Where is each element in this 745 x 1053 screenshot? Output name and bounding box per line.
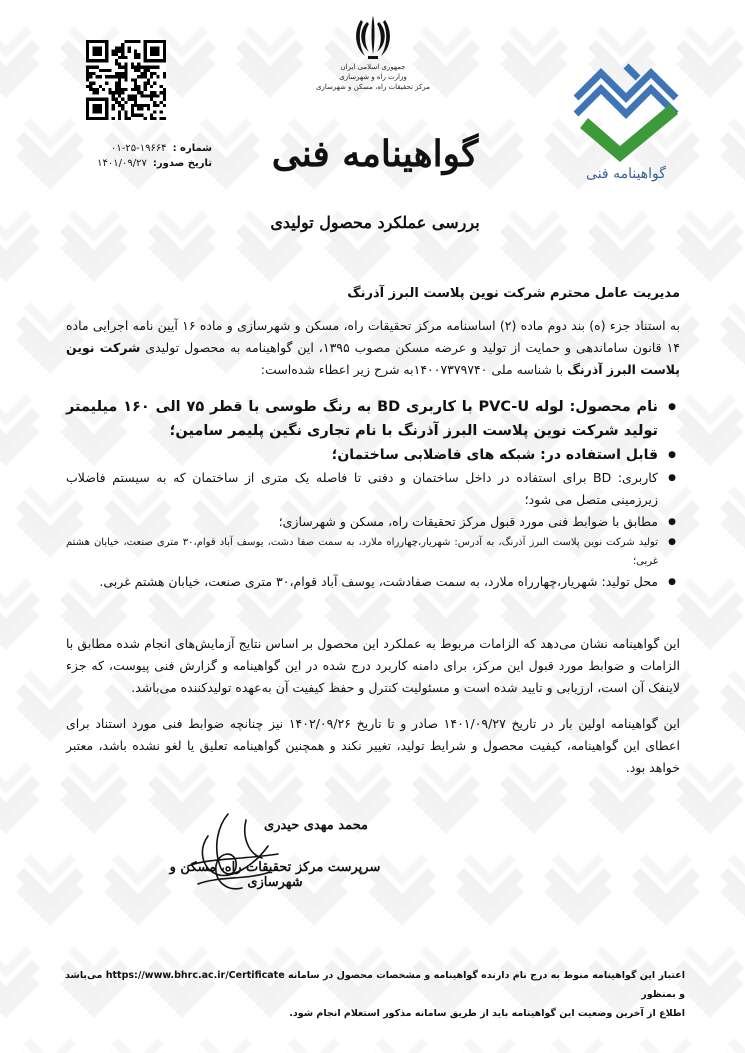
issue-date-row: [72, 156, 212, 171]
application-item: ● قابل استفاده در: شبکه های فاضلابی ساختمان؛: [66, 443, 680, 467]
product-name-item: ● نام محصول: لوله PVC-U با کاربری BD به رنگ طوسی با قطر ۷۵ الی ۱۶۰ میلیمتر تولید شرکت نوین پلاست البرز آذرنگ با نام تجاری نگین پلیمر سامین؛: [66, 395, 680, 443]
usage-item: ● کاربری: BD برای استفاده در داخل ساختمان و دفنی تا فاصله یک متری از ساختمان که به سیستم فاضلاب زیرزمینی متصل می شود؛: [66, 467, 680, 511]
logo-caption: گواهینامه فنی: [586, 166, 666, 182]
qr-code-icon: [86, 40, 166, 120]
issue-date-value: ۱۴۰۱/۰۹/۲۷: [97, 158, 147, 169]
iran-emblem-icon: [355, 14, 391, 60]
certificate-number-row: [72, 141, 212, 156]
signer-title: سرپرست مرکز تحقیقات راه، مسکن و شهرسازی: [169, 860, 381, 890]
certificate-meta: [72, 141, 212, 171]
certificate-body: [66, 283, 680, 779]
certificate-number-value: ۰۱-۲۵-۱۹۶۶۴: [111, 143, 167, 154]
technical-certificate-logo-icon: [566, 58, 686, 163]
validity-statement-paragraph: این گواهینامه نشان می‌دهد که الزامات مربوط به عملکرد این محصول بر اساس نتایج آزمایش‌های انجام شده مطابق با الزامات و ضوابط مورد قبول این مرکز، برای دامنه کاربرد درج شده در این گواهینامه و گزارش فنی پیوست، که جزء لاینفک آن است، ارزیابی و تایید شده است و مسئولیت کنترل و حفظ کیفیت آن به‌عهده تولیدکننده می‌باشد.: [66, 636, 680, 695]
production-site-item: ● محل تولید: شهریار،چهارراه ملارد، به سمت صفادشت، یوسف آباد قوام،۳۰ متری صنعت، خیابان هشتم غربی.: [66, 571, 680, 593]
validity-period-paragraph: این گواهینامه اولین بار در تاریخ ۱۴۰۱/۰۹/۲۷ صادر و تا تاریخ ۱۴۰۲/۰۹/۲۶ نیز چنانچه ضوابط فنی مورد استناد برای اعطای این گواهینامه، کیفیت محصول و شرایط تولید، تغییر نکند و همچنین گواهینامه تعلیق یا لغو نشده باشد، معتبر خواهد بود.: [66, 716, 681, 775]
issuer-lines: [310, 62, 436, 92]
certificate-number-label: شماره :: [172, 143, 212, 154]
issue-date-label: تاریخ صدور:: [152, 158, 212, 169]
manufacturer-address-item: ● تولید شرکت نوین پلاست البرز آذرنگ، به آدرس: شهریار،چهارراه ملارد، به سمت صفا دشت، یوسف آباد قوام،۳۰ متری صنعت، خیابان هشتم غربی؛: [66, 533, 680, 571]
footer-note: [62, 966, 685, 1023]
intro-text-1: به استناد جزء (ه) بند دوم ماده (۲) اساسنامه مرکز تحقیقات راه، مسکن و شهرسازی و ماده ۱۶ آیین نامه اجرایی ماده ۱۴ قانون ساماندهی و حمایت از تولید و عرضه مسکن مصوب ۱۳۹۵، این گواهینامه به محصول تولیدی: [66, 318, 681, 355]
issuer-line-3: مرکز تحقیقات راه، مسکن و شهرسازی: [316, 83, 430, 91]
intro-company-name: شرکت نوین پلاست البرز آذرنگ: [66, 340, 680, 377]
issuer-line-2: وزارت راه و شهرسازی: [339, 73, 407, 81]
footer-line-1: اعتبار این گواهینامه منوط به درج نام دارنده گواهینامه و مشخصات محصول در سامانه https://www.bhrc.ac.ir/Certificate می‌باشد و بمنظور: [64, 970, 685, 1000]
recipient-line: مدیریت عامل محترم شرکت نوین پلاست البرز آذرنگ: [347, 286, 680, 301]
product-details-list: [66, 395, 680, 593]
intro-paragraph: [66, 315, 680, 381]
page-subtitle: بررسی عملکرد محصول تولیدی: [270, 213, 480, 232]
signer-name: محمد مهدی حیدری: [264, 818, 368, 833]
page-title: گواهینامه فنی: [271, 133, 479, 175]
compliance-item: ● مطابق با ضوابط فنی مورد قبول مرکز تحقیقات راه، مسکن و شهرسازی؛: [66, 511, 680, 533]
intro-text-2: با شناسه ملی ۱۴۰۰۷۳۷۹۷۴۰به شرح زیر اعطاء شده‌است:: [260, 362, 568, 377]
issuer-line-1: جمهوری اسلامی ایران: [340, 63, 406, 71]
footer-line-2: اطلاع از آخرین وضعیت این گواهینامه باید از طریق سامانه مذکور استعلام انجام شود.: [289, 1008, 685, 1019]
